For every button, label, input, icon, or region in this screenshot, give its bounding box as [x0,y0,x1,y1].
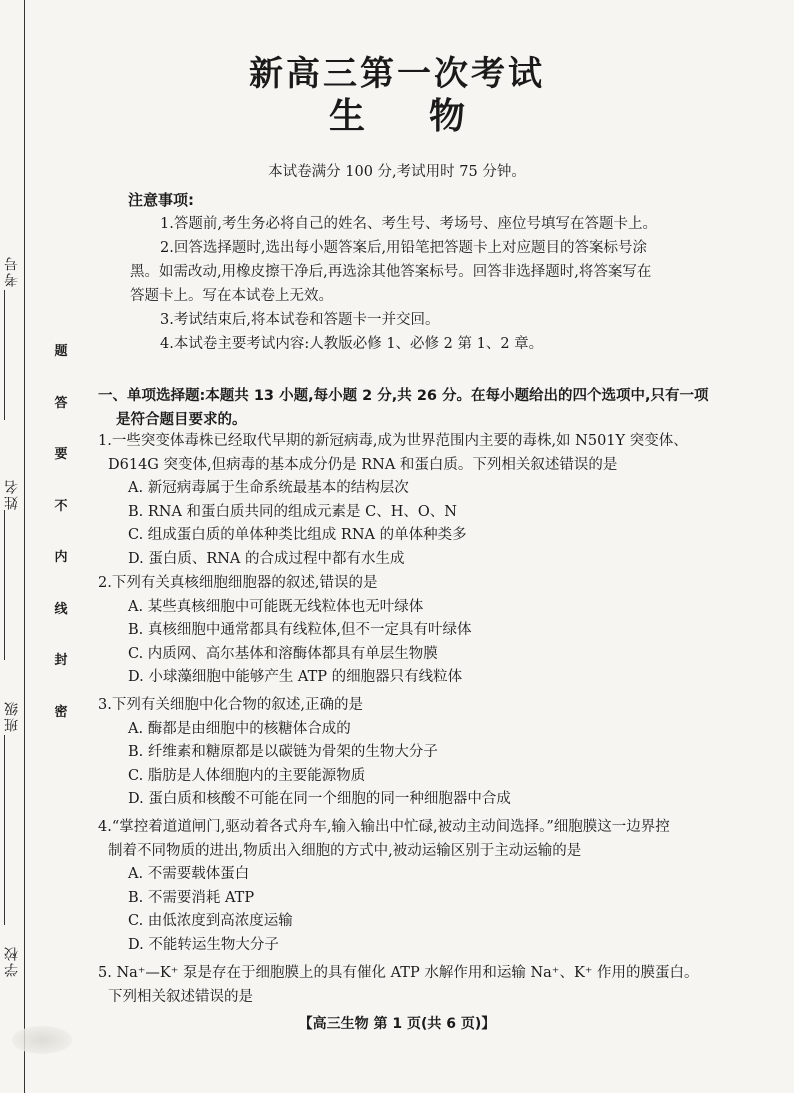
question-option: B. RNA 和蛋白质共同的组成元素是 C、H、O、N [128,503,457,520]
question-stem: 5. Na⁺—K⁺ 泵是存在于细胞膜上的具有催化 ATP 水解作用和运输 Na⁺、K⁺ 作用的膜蛋白。 [98,965,699,981]
seal-char: 题 [54,344,68,359]
smudge-mark [12,1026,72,1054]
note-item: 黑。如需改动,用橡皮擦干净后,再选涂其他答案标号。回答非选择题时,将答案写在 [130,264,652,280]
note-item: 1.答题前,考生务必将自己的姓名、考生号、考场号、座位号填写在答题卡上。 [160,216,657,232]
question-option: B. 真核细胞中通常都具有线粒体,但不一定具有叶绿体 [128,622,472,638]
question-5 [98,962,754,1009]
note-item: 答题卡上。写在本试卷上无效。 [130,288,333,304]
class-line [4,735,5,925]
seal-char: 线 [54,601,68,617]
question-stem: D614G 突变体,但病毒的基本成分仍是 RNA 和蛋白质。下列相关叙述错误的是 [108,456,618,473]
exam-info: 本试卷满分 100 分,考试用时 75 分钟。 [268,164,526,180]
notes-block [100,188,754,356]
question-option: D. 蛋白质和核酸不可能在同一个细胞的同一种细胞器中合成 [128,791,511,807]
question-option: D. 不能转运生物大分子 [128,936,279,953]
question-option: C. 脂肪是人体细胞内的主要能源物质 [128,767,366,784]
section-line: 是符合题目要求的。 [116,412,247,428]
section-line: 一、单项选择题:本题共 13 小题,每小题 2 分,共 26 分。在每小题给出的四个选项中,只有一项 [98,388,709,404]
question-stem: 1.一些突变体毒株已经取代早期的新冠病毒,成为世界范围内主要的毒株,如 N501Y 突变体、 [98,433,688,449]
exam-title: 新高三第一次考试 [249,54,545,94]
notes-heading: 注意事项: [128,191,194,209]
class-label: 班级 [4,700,20,732]
seal-char: 内 [54,550,68,566]
note-item: 3.考试结束后,将本试卷和答题卡一并交回。 [160,312,440,328]
question-1 [98,430,754,571]
question-option: D. 小球藻细胞中能够产生 ATP 的细胞器只有线粒体 [128,669,463,685]
question-3 [98,694,754,812]
question-option: C. 由低浓度到高浓度运输 [128,913,293,929]
exam-number-label: 考号 [4,255,20,287]
question-option: A. 某些真核细胞中可能既无线粒体也无叶绿体 [128,598,424,615]
seal-char: 封 [54,653,68,669]
question-option: A. 酶都是由细胞中的核糖体合成的 [128,720,351,737]
question-stem: 2.下列有关真核细胞细胞器的叙述,错误的是 [98,575,378,591]
name-label: 姓名 [4,478,20,510]
note-item: 4.本试卷主要考试内容:人教版必修 1、必修 2 第 1、2 章。 [160,336,544,352]
subject-title: 生物 [328,96,529,137]
seal-line-text [51,340,71,720]
page-footer [0,1013,794,1033]
note-item: 2.回答选择题时,选出每小题答案后,用铅笔把答题卡上对应题目的答案标号涂 [160,240,648,256]
question-option: D. 蛋白质、RNA 的合成过程中都有水生成 [128,550,405,567]
question-option: B. 纤维素和糖原都是以碳链为骨架的生物大分子 [128,744,438,760]
question-option: A. 不需要载体蛋白 [128,866,250,882]
question-stem: 下列相关叙述错误的是 [108,988,253,1005]
question-stem: 4.“掌控着道道闸门,驱动着各式舟车,输入输出中忙碌,被动主动间选择。”细胞膜这一边界控 [98,819,670,835]
question-option: C. 组成蛋白质的单体种类比组成 RNA 的单体种类多 [128,527,467,543]
question-option: B. 不需要消耗 ATP [128,889,255,906]
question-4 [98,816,754,957]
school-label: 学校 [4,945,20,977]
question-option: C. 内质网、高尔基体和溶酶体都具有单层生物膜 [128,645,438,662]
seal-char: 答 [54,395,68,411]
exam-number-line [4,290,5,420]
name-line [4,510,5,660]
section-heading [98,384,754,432]
seal-char: 密 [54,704,68,720]
question-option: A. 新冠病毒属于生命系统最基本的结构层次 [128,480,409,496]
page-number: 【高三生物 第 1 页(共 6 页)】 [298,1016,496,1032]
question-2 [98,572,754,690]
seal-char: 要 [54,447,68,463]
seal-char: 不 [54,498,68,514]
question-stem: 3.下列有关细胞中化合物的叙述,正确的是 [98,697,363,713]
question-stem: 制着不同物质的进出,物质出入细胞的方式中,被动运输区别于主动运输的是 [108,842,582,859]
